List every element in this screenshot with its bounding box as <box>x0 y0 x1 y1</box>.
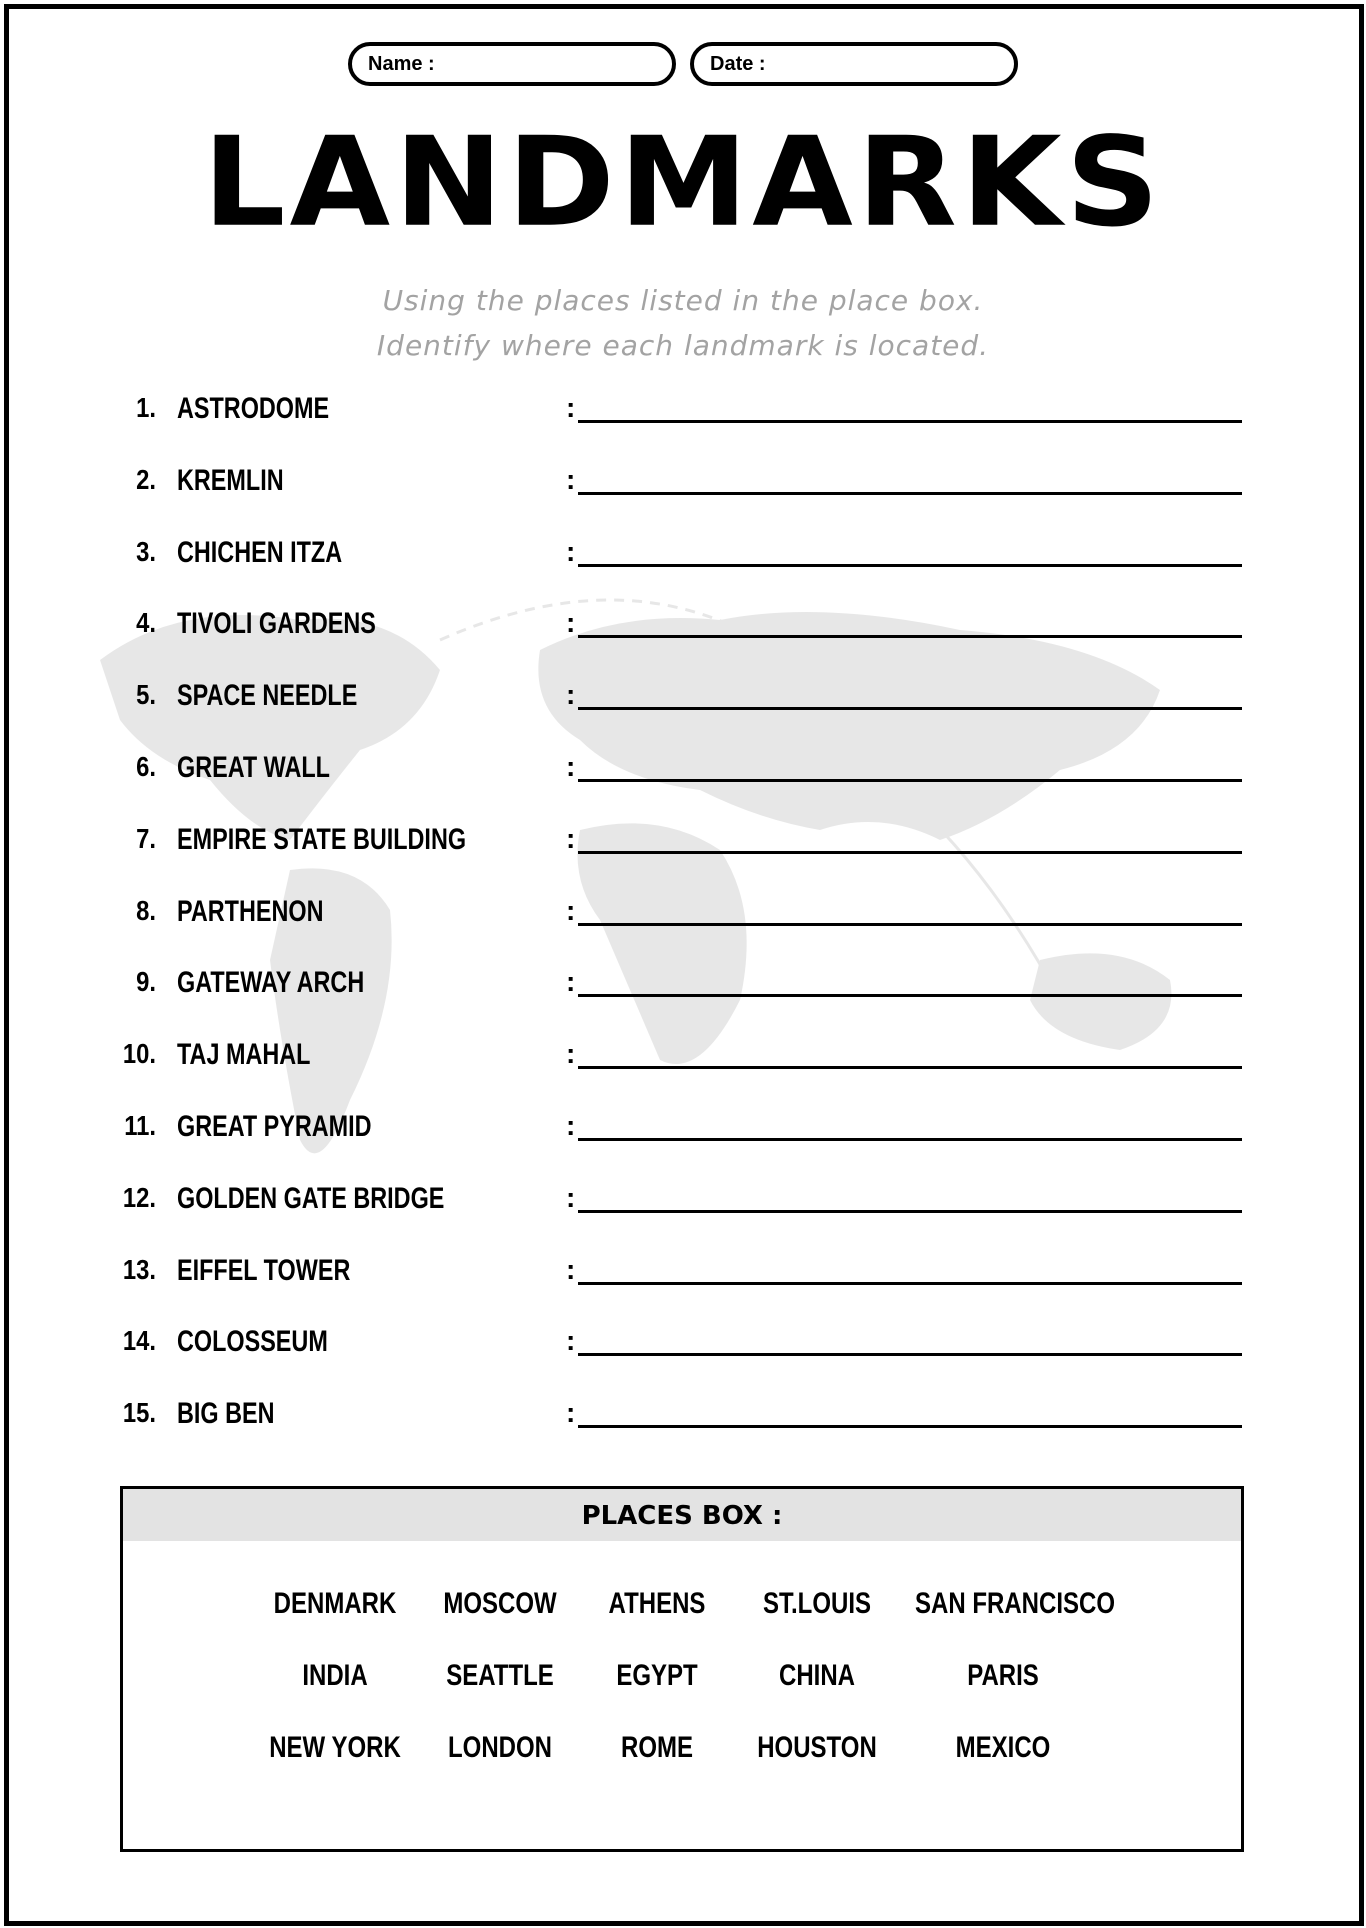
place-item: ST.LOUIS <box>762 1587 871 1620</box>
landmark-number: 14. <box>122 1325 156 1357</box>
colon: : <box>566 607 576 639</box>
landmark-row <box>0 1170 1366 1226</box>
landmark-name: EIFFEL TOWER <box>177 1253 351 1287</box>
landmark-number: 4. <box>136 607 156 639</box>
colon: : <box>566 1181 576 1213</box>
colon: : <box>566 535 576 567</box>
landmark-number: 9. <box>136 966 156 998</box>
landmark-name: GREAT PYRAMID <box>177 1110 372 1143</box>
places-box-title: PLACES BOX : <box>123 1489 1241 1541</box>
answer-line[interactable] <box>578 564 1242 566</box>
landmark-name: COLOSSEUM <box>177 1325 328 1359</box>
colon: : <box>566 751 576 782</box>
answer-line[interactable] <box>578 1066 1242 1068</box>
colon: : <box>566 1038 576 1070</box>
landmark-name: TAJ MAHAL <box>177 1038 311 1072</box>
landmark-row <box>0 595 1366 651</box>
instructions-line-2: Identify where each landmark is located. <box>376 329 990 362</box>
place-item: LONDON <box>448 1731 552 1764</box>
landmark-name: PARTHENON <box>177 894 324 928</box>
landmark-number: 7. <box>136 822 156 854</box>
landmark-row <box>0 1242 1366 1298</box>
landmark-row <box>0 524 1366 580</box>
place-item: CHINA <box>779 1659 855 1692</box>
place-item: INDIA <box>302 1659 368 1692</box>
landmark-number: 11. <box>124 1110 156 1141</box>
date-label: Date : <box>710 52 766 75</box>
landmark-row <box>0 380 1366 436</box>
answer-line[interactable] <box>578 923 1242 925</box>
landmark-name: TIVOLI GARDENS <box>177 607 376 641</box>
name-field[interactable] <box>348 42 676 86</box>
landmark-number: 13. <box>122 1253 156 1285</box>
answer-line[interactable] <box>578 1282 1242 1284</box>
colon: : <box>566 1325 576 1357</box>
place-item: NEW YORK <box>269 1731 401 1764</box>
landmark-name: SPACE NEEDLE <box>177 679 358 713</box>
landmark-name: GATEWAY ARCH <box>177 966 365 1000</box>
place-item: DENMARK <box>273 1587 397 1620</box>
landmark-row <box>0 667 1366 723</box>
landmark-row <box>0 811 1366 867</box>
landmark-row <box>0 954 1366 1010</box>
landmark-row <box>0 739 1366 795</box>
answer-line[interactable] <box>578 707 1242 709</box>
answer-line[interactable] <box>578 1138 1242 1140</box>
landmark-name: ASTRODOME <box>177 392 330 425</box>
place-item: SAN FRANCISCO <box>915 1587 1116 1620</box>
place-item: ROME <box>621 1731 693 1764</box>
instructions-line-1: Using the places listed in the place box. <box>382 284 984 317</box>
landmark-name: CHICHEN ITZA <box>177 535 343 569</box>
landmark-name: EMPIRE STATE BUILDING <box>177 822 467 856</box>
date-field[interactable] <box>690 42 1018 86</box>
landmark-number: 12. <box>122 1181 156 1213</box>
answer-line[interactable] <box>578 635 1242 637</box>
colon: : <box>566 966 576 998</box>
place-item: ATHENS <box>608 1587 706 1620</box>
place-item: MEXICO <box>955 1731 1051 1764</box>
landmark-name: KREMLIN <box>177 463 284 497</box>
landmark-row <box>0 1026 1366 1082</box>
answer-line[interactable] <box>578 851 1242 853</box>
places-box <box>120 1486 1244 1852</box>
landmark-number: 6. <box>136 751 156 782</box>
place-item: HOUSTON <box>757 1731 877 1764</box>
page-title: LANDMARKS <box>202 109 1164 255</box>
colon: : <box>566 894 576 926</box>
instructions <box>0 278 1366 368</box>
answer-line[interactable] <box>578 1425 1242 1427</box>
landmark-number: 8. <box>136 894 156 926</box>
landmark-row <box>0 1313 1366 1369</box>
landmark-row <box>0 883 1366 939</box>
colon: : <box>566 822 576 854</box>
landmark-row <box>0 1385 1366 1441</box>
answer-line[interactable] <box>578 492 1242 494</box>
landmark-row <box>0 452 1366 508</box>
answer-line[interactable] <box>578 1353 1242 1355</box>
colon: : <box>566 463 576 495</box>
colon: : <box>566 392 576 423</box>
landmark-name: GOLDEN GATE BRIDGE <box>177 1181 445 1215</box>
place-item: PARIS <box>967 1659 1039 1692</box>
landmark-name: BIG BEN <box>177 1397 275 1431</box>
colon: : <box>566 1253 576 1285</box>
colon: : <box>566 1397 576 1429</box>
name-label: Name : <box>368 52 435 75</box>
answer-line[interactable] <box>578 994 1242 996</box>
colon: : <box>566 1110 576 1141</box>
colon: : <box>566 679 576 711</box>
landmark-number: 3. <box>136 535 156 567</box>
landmark-number: 2. <box>136 463 156 495</box>
landmark-number: 15. <box>122 1397 156 1429</box>
answer-line[interactable] <box>578 1210 1242 1212</box>
answer-line[interactable] <box>578 420 1242 422</box>
place-item: MOSCOW <box>443 1587 557 1620</box>
place-item: SEATTLE <box>446 1659 554 1692</box>
answer-line[interactable] <box>578 779 1242 781</box>
landmark-number: 5. <box>136 679 156 711</box>
place-item: EGYPT <box>616 1659 698 1692</box>
landmark-row <box>0 1098 1366 1154</box>
landmark-number: 10. <box>122 1038 156 1070</box>
landmark-name: GREAT WALL <box>177 751 330 784</box>
landmark-number: 1. <box>136 392 156 423</box>
